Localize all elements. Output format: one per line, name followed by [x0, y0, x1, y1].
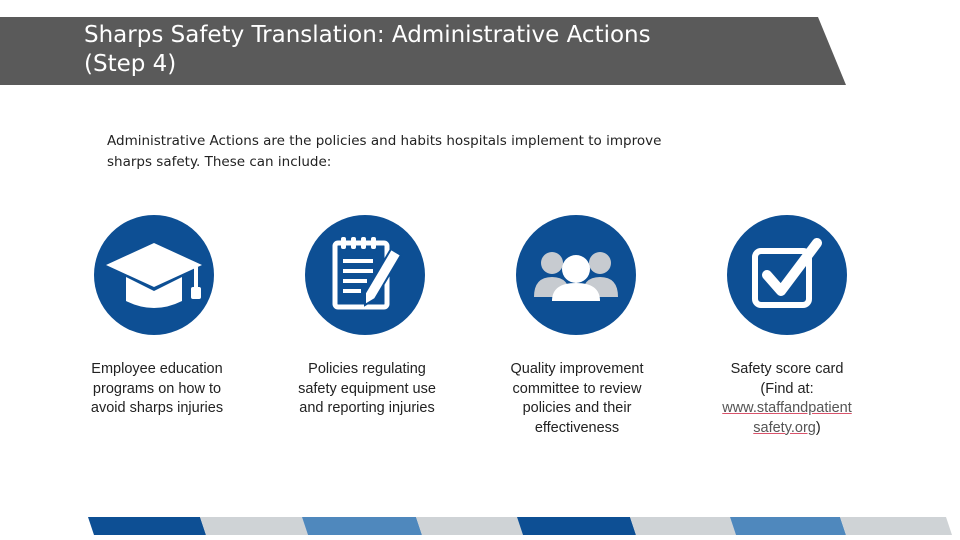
safety-org-link[interactable]: www.staffandpatient — [722, 400, 852, 416]
caption-line: avoid sharps injuries — [90, 400, 224, 416]
caption-line: (Find at: — [760, 380, 814, 397]
caption-line: Policies regulating — [308, 361, 426, 377]
footer-segment — [88, 517, 206, 535]
link-close-paren: ) — [815, 419, 821, 436]
footer-segment — [840, 517, 952, 535]
caption-employee-education — [72, 360, 242, 419]
caption-line: effectiveness — [534, 419, 620, 436]
people-group-icon — [516, 215, 636, 335]
caption-line: policies and their — [522, 400, 632, 416]
intro-line1: Administrative Actions are the policies and habits hospitals implement to improve — [107, 133, 662, 149]
footer-stripe — [0, 515, 960, 535]
caption-line: Employee education — [91, 361, 223, 377]
safety-org-link-cont[interactable]: safety.org — [753, 419, 816, 436]
footer-segment — [517, 517, 636, 535]
clipboard-pencil-icon — [305, 215, 425, 335]
footer-segment — [730, 517, 846, 535]
footer-segment — [416, 517, 523, 535]
caption-line: committee to review — [512, 380, 642, 397]
footer-segment — [630, 517, 736, 535]
caption-line: and reporting injuries — [299, 400, 435, 416]
checkbox-icon — [727, 215, 847, 335]
intro-text — [107, 131, 747, 173]
footer-segment — [200, 517, 308, 535]
caption-line: programs on how to — [92, 380, 222, 397]
page-title-line2: (Step 4) — [84, 51, 177, 77]
title-banner — [0, 17, 846, 85]
intro-line2: sharps safety. These can include: — [107, 154, 332, 170]
caption-line: Quality improvement — [510, 361, 644, 377]
caption-quality-committee — [492, 360, 662, 438]
caption-safety-score-card — [702, 360, 872, 438]
page-title — [84, 21, 651, 79]
caption-line: safety equipment use — [298, 380, 436, 397]
graduation-cap-icon — [94, 215, 214, 335]
footer-segment — [302, 517, 422, 535]
caption-policies — [282, 360, 452, 419]
page-title-line1: Sharps Safety Translation: Administrative Actions — [84, 22, 651, 48]
caption-line: Safety score card — [730, 361, 844, 377]
